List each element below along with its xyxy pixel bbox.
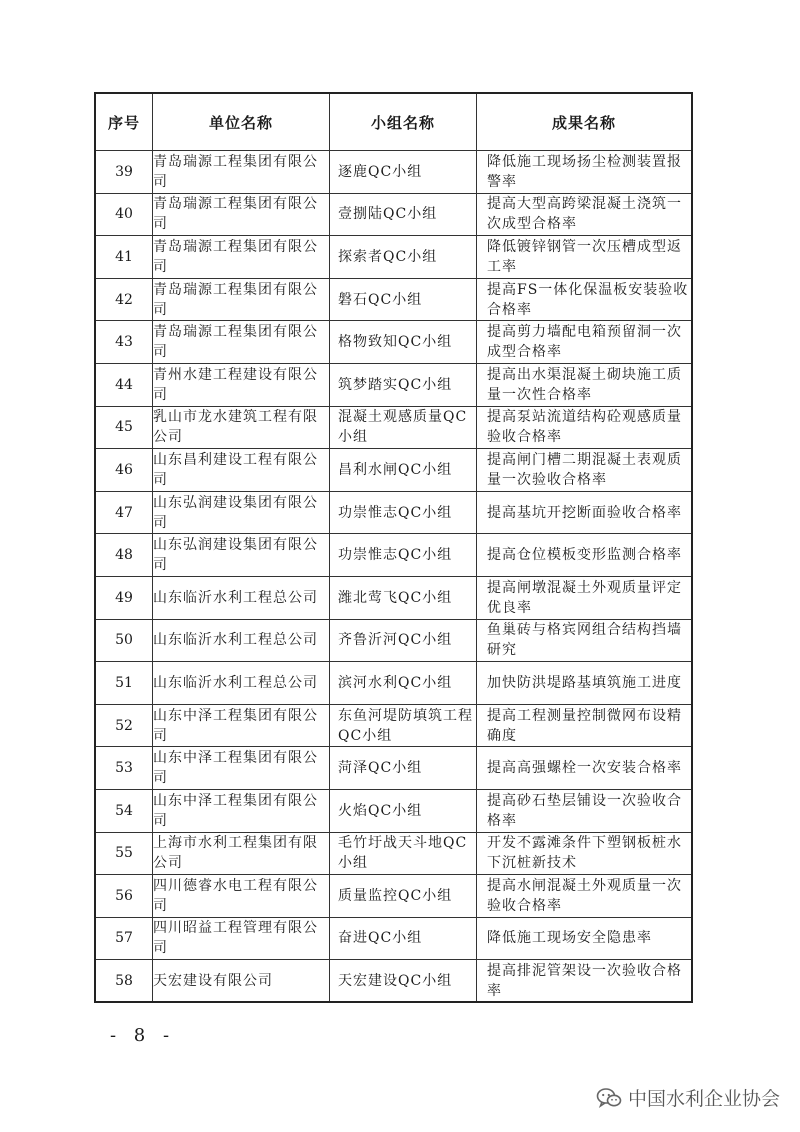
table-row: [95, 960, 692, 1003]
row-group-name: 逐鹿QC小组: [330, 151, 477, 194]
row-group-name: 滨河水利QC小组: [330, 662, 477, 705]
row-result-name: 提高FS一体化保温板安装验收合格率: [477, 278, 693, 321]
table-row: [95, 619, 692, 662]
row-group-name: 格物致知QC小组: [330, 321, 477, 364]
row-group-name: 质量监控QC小组: [330, 875, 477, 918]
watermark-text: 中国水利企业协会: [627, 1088, 780, 1110]
row-result-name: 降低镀锌钢管一次压槽成型返工率: [477, 236, 693, 279]
row-unit-name: 青岛瑞源工程集团有限公司: [153, 278, 330, 321]
row-group-name: 东鱼河堤防填筑工程QC小组: [330, 704, 477, 747]
row-result-name: 提高高强螺栓一次安装合格率: [477, 747, 693, 790]
row-seq: 54: [95, 789, 153, 832]
row-result-name: 降低施工现场安全隐患率: [477, 917, 693, 960]
row-unit-name: 山东弘润建设集团有限公司: [153, 491, 330, 534]
row-group-name: 火焰QC小组: [330, 789, 477, 832]
row-seq: 57: [95, 917, 153, 960]
table-row: [95, 917, 692, 960]
row-unit-name: 四川德睿水电工程有限公司: [153, 875, 330, 918]
header-unit-name: 单位名称: [153, 93, 330, 151]
table-row: [95, 832, 692, 875]
row-unit-name: 山东中泽工程集团有限公司: [153, 704, 330, 747]
row-unit-name: 青州水建工程建设有限公司: [153, 363, 330, 406]
row-result-name: 提高闸门槽二期混凝土表观质量一次验收合格率: [477, 449, 693, 492]
row-unit-name: 山东中泽工程集团有限公司: [153, 789, 330, 832]
row-unit-name: 天宏建设有限公司: [153, 960, 330, 1003]
row-seq: 48: [95, 534, 153, 577]
row-unit-name: 乳山市龙水建筑工程有限公司: [153, 406, 330, 449]
row-seq: 56: [95, 875, 153, 918]
row-unit-name: 青岛瑞源工程集团有限公司: [153, 321, 330, 364]
row-group-name: 毛竹圩战天斗地QC小组: [330, 832, 477, 875]
row-result-name: 加快防洪堤路基填筑施工进度: [477, 662, 693, 705]
row-unit-name: 山东中泽工程集团有限公司: [153, 747, 330, 790]
row-seq: 43: [95, 321, 153, 364]
row-group-name: 菏泽QC小组: [330, 747, 477, 790]
row-seq: 47: [95, 491, 153, 534]
row-result-name: 提高泵站流道结构砼观感质量验收合格率: [477, 406, 693, 449]
row-unit-name: 青岛瑞源工程集团有限公司: [153, 236, 330, 279]
row-seq: 40: [95, 193, 153, 236]
row-result-name: 提高闸墩混凝土外观质量评定优良率: [477, 576, 693, 619]
row-result-name: 提高砂石垫层铺设一次验收合格率: [477, 789, 693, 832]
table-row: [95, 151, 692, 194]
row-seq: 58: [95, 960, 153, 1003]
award-results-table: [94, 92, 693, 1003]
table-row: [95, 662, 692, 705]
row-seq: 46: [95, 449, 153, 492]
row-result-name: 提高基坑开挖断面验收合格率: [477, 491, 693, 534]
table-row: [95, 363, 692, 406]
page-number: - 8 -: [110, 1025, 176, 1046]
row-group-name: 齐鲁沂河QC小组: [330, 619, 477, 662]
header-seq: 序号: [95, 93, 153, 151]
row-group-name: 磐石QC小组: [330, 278, 477, 321]
table-row: [95, 321, 692, 364]
row-unit-name: 山东临沂水利工程总公司: [153, 576, 330, 619]
row-group-name: 功崇惟志QC小组: [330, 491, 477, 534]
watermark: [596, 1084, 780, 1111]
row-seq: 53: [95, 747, 153, 790]
table-row: [95, 406, 692, 449]
table-row: [95, 449, 692, 492]
wechat-icon: [596, 1087, 622, 1109]
table-row: [95, 704, 692, 747]
row-group-name: 壹捌陆QC小组: [330, 193, 477, 236]
row-result-name: 提高大型高跨梁混凝土浇筑一次成型合格率: [477, 193, 693, 236]
row-seq: 44: [95, 363, 153, 406]
row-result-name: 提高出水渠混凝土砌块施工质量一次性合格率: [477, 363, 693, 406]
table-row: [95, 534, 692, 577]
row-result-name: 提高工程测量控制微网布设精确度: [477, 704, 693, 747]
row-group-name: 天宏建设QC小组: [330, 960, 477, 1003]
row-group-name: 探索者QC小组: [330, 236, 477, 279]
table-row: [95, 236, 692, 279]
row-unit-name: 山东临沂水利工程总公司: [153, 662, 330, 705]
table-row: [95, 193, 692, 236]
header-result-name: 成果名称: [477, 93, 693, 151]
row-seq: 42: [95, 278, 153, 321]
header-group-name: 小组名称: [330, 93, 477, 151]
row-unit-name: 山东临沂水利工程总公司: [153, 619, 330, 662]
row-result-name: 提高仓位模板变形监测合格率: [477, 534, 693, 577]
row-unit-name: 青岛瑞源工程集团有限公司: [153, 193, 330, 236]
row-seq: 49: [95, 576, 153, 619]
row-result-name: 鱼巢砖与格宾网组合结构挡墙研究: [477, 619, 693, 662]
row-unit-name: 四川昭益工程管理有限公司: [153, 917, 330, 960]
row-group-name: 昌利水闸QC小组: [330, 449, 477, 492]
row-group-name: 奋进QC小组: [330, 917, 477, 960]
row-group-name: 潍北莺飞QC小组: [330, 576, 477, 619]
row-seq: 39: [95, 151, 153, 194]
row-result-name: 开发不露滩条件下塑钢板桩水下沉桩新技术: [477, 832, 693, 875]
row-result-name: 提高水闸混凝土外观质量一次验收合格率: [477, 875, 693, 918]
row-seq: 50: [95, 619, 153, 662]
table-row: [95, 875, 692, 918]
table-row: [95, 789, 692, 832]
table-row: [95, 491, 692, 534]
row-seq: 41: [95, 236, 153, 279]
table-header-row: [95, 93, 692, 151]
row-result-name: 提高剪力墙配电箱预留洞一次成型合格率: [477, 321, 693, 364]
row-seq: 55: [95, 832, 153, 875]
row-result-name: 降低施工现场扬尘检测装置报警率: [477, 151, 693, 194]
row-seq: 45: [95, 406, 153, 449]
row-result-name: 提高排泥管架设一次验收合格率: [477, 960, 693, 1003]
row-unit-name: 上海市水利工程集团有限公司: [153, 832, 330, 875]
table-row: [95, 747, 692, 790]
row-unit-name: 青岛瑞源工程集团有限公司: [153, 151, 330, 194]
row-seq: 52: [95, 704, 153, 747]
row-seq: 51: [95, 662, 153, 705]
row-group-name: 功崇惟志QC小组: [330, 534, 477, 577]
row-unit-name: 山东昌利建设工程有限公司: [153, 449, 330, 492]
row-group-name: 混凝土观感质量QC小组: [330, 406, 477, 449]
row-group-name: 筑梦踏实QC小组: [330, 363, 477, 406]
table-row: [95, 278, 692, 321]
table-row: [95, 576, 692, 619]
row-unit-name: 山东弘润建设集团有限公司: [153, 534, 330, 577]
